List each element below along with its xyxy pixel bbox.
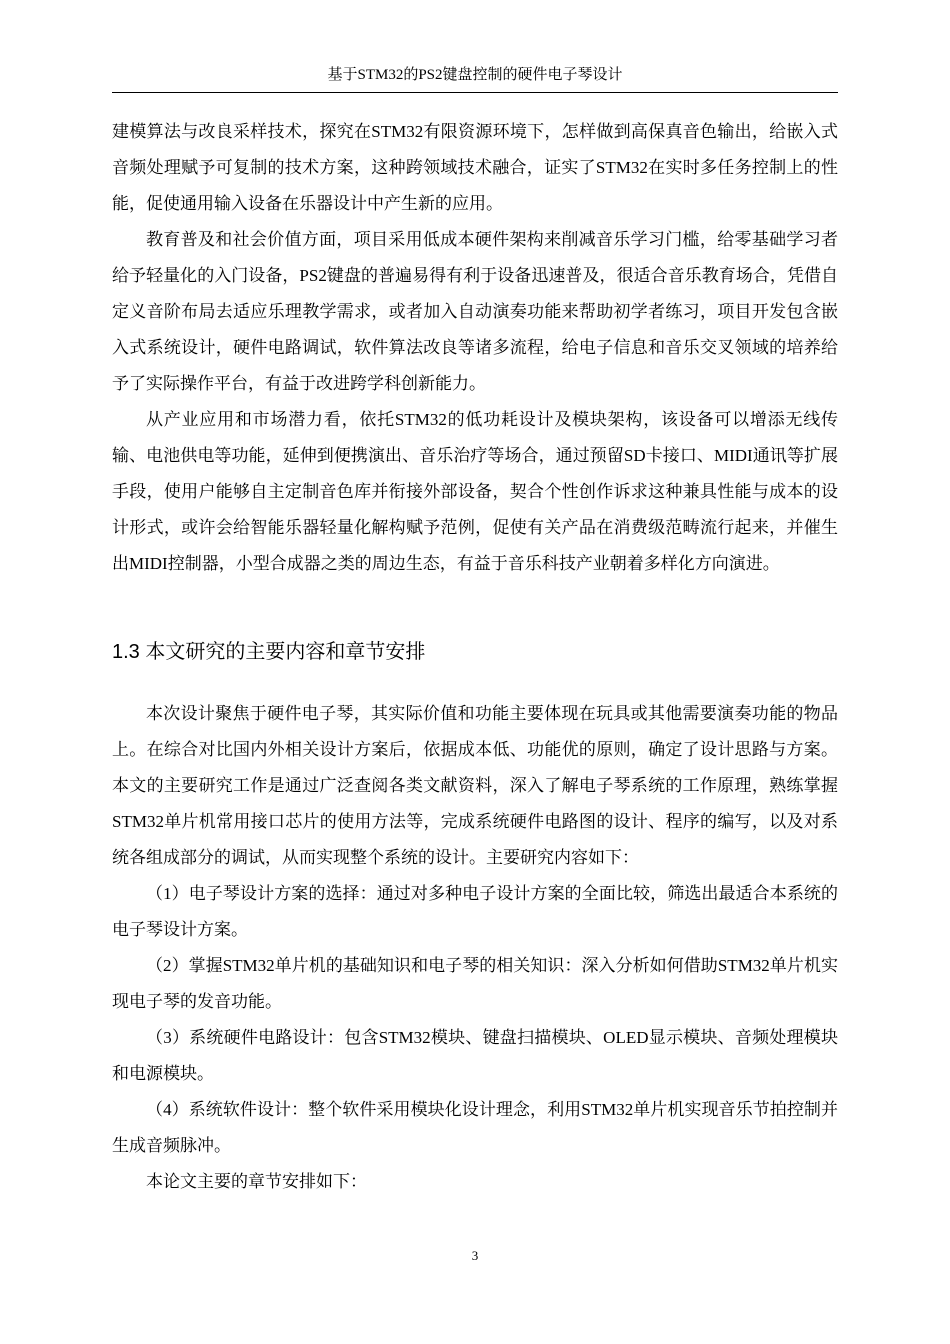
section-heading: 1.3 本文研究的主要内容和章节安排 [112,641,426,663]
list-item-3: （3）系统硬件电路设计：包含STM32模块、键盘扫描模块、OLED显示模块、音频处理模块和电源模块。 [112,1028,838,1083]
paragraph-research-overview: 本次设计聚焦于硬件电子琴，其实际价值和功能主要体现在玩具或其他需要演奏功能的物品上。在综合对比国内外相关设计方案后，依据成本低、功能优的原则，确定了设计思路与方案。本文的主要研究工作是通过广泛查阅各类文献资料，深入了解电子琴系统的工作原理，熟练掌握STM32单片机常用接口芯片的使用方法等，完成系统硬件电路图的设计、程序的编写，以及对系统各组成部分的调试，从而实现整个系统的设计。主要研究内容如下： [112,704,838,867]
body-text-top [112,114,838,582]
list-item-1: （1）电子琴设计方案的选择：通过对多种电子设计方案的全面比较，筛选出最适合本系统的电子琴设计方案。 [112,884,838,939]
paragraph-chapter-intro: 本论文主要的章节安排如下： [146,1172,367,1191]
list-item-2: （2）掌握STM32单片机的基础知识和电子琴的相关知识：深入分析如何借助STM32单片机实现电子琴的发音功能。 [112,956,838,1011]
paragraph-industry-application: 从产业应用和市场潜力看，依托STM32的低功耗设计及模块架构，该设备可以增添无线传输、电池供电等功能，延伸到便携演出、音乐治疗等场合，通过预留SD卡接口、MIDI通讯等扩展手段，使用户能够自主定制音色库并衔接外部设备，契合个性创作诉求这种兼具性能与成本的设计形式，或许会给智能乐器轻量化解构赋予范例，促使有关产品在消费级范畴流行起来，并催生出MIDI控制器，小型合成器之类的周边生态，有益于音乐科技产业朝着多样化方向演进。 [112,410,838,573]
page-number: 3 [471,1248,479,1263]
running-header: 基于STM32的PS2键盘控制的硬件电子琴设计 [327,67,623,83]
body-text-bottom [112,696,838,1200]
paragraph-continuation: 建模算法与改良采样技术，探究在STM32有限资源环境下，怎样做到高保真音色输出，给嵌入式音频处理赋予可复制的技术方案，这种跨领域技术融合，证实了STM32在实时多任务控制上的性能，促使通用输入设备在乐器设计中产生新的应用。 [112,122,838,213]
list-item-4: （4）系统软件设计：整个软件采用模块化设计理念，利用STM32单片机实现音乐节拍控制并生成音频脉冲。 [112,1100,838,1155]
header-divider [112,92,838,93]
section-heading-block [112,638,838,666]
paragraph-education-value: 教育普及和社会价值方面，项目采用低成本硬件架构来削减音乐学习门槛，给零基础学习者给予轻量化的入门设备，PS2键盘的普遍易得有利于设备迅速普及，很适合音乐教育场合，凭借自定义音阶布局去适应乐理教学需求，或者加入自动演奏功能来帮助初学者练习，项目开发包含嵌入式系统设计，硬件电路调试，软件算法改良等诸多流程，给电子信息和音乐交叉领域的培养给予了实际操作平台，有益于改进跨学科创新能力。 [112,230,838,393]
